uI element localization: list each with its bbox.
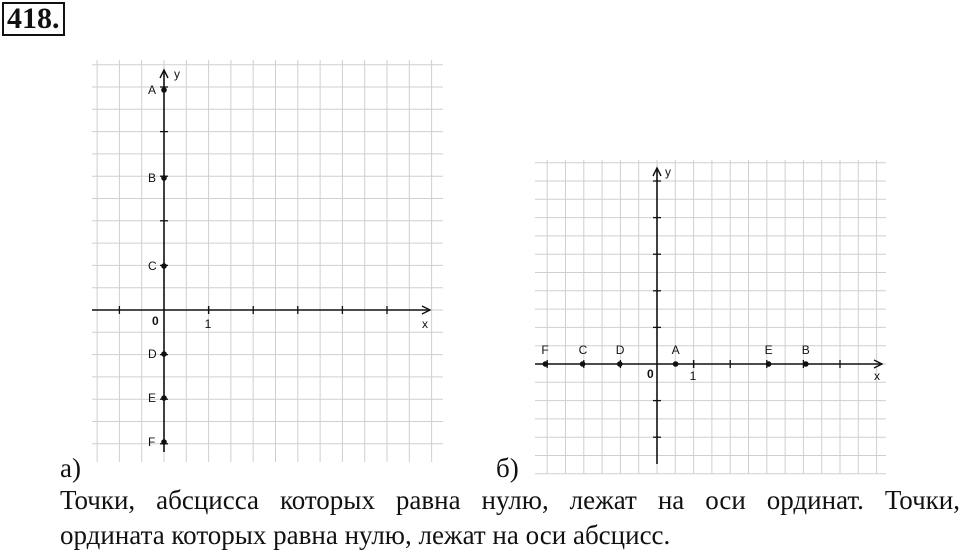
answer-line-1: Точки, абсцисса которых равна нулю, лежат на оси ординат. Точки, (60, 485, 960, 515)
x-axis-label: x (422, 317, 428, 331)
point-e-label: E (764, 343, 773, 357)
y-axis-label: y (665, 165, 671, 179)
point-a-label: A (671, 343, 680, 357)
point-f-label: F (541, 343, 549, 357)
point-d-label: D (615, 343, 625, 357)
x-axis-label: x (874, 369, 880, 383)
answer-text (60, 483, 960, 553)
unit-label: 1 (204, 317, 212, 331)
task-number: 418. (2, 2, 65, 36)
point-e-label: E (148, 391, 157, 405)
point-e-marker (161, 395, 167, 401)
grid-b (535, 160, 886, 474)
origin-label: 0 (647, 367, 654, 381)
point-c-label: C (578, 343, 588, 357)
point-e-marker (766, 361, 772, 367)
point-c-label: C (148, 259, 157, 273)
point-c-marker (580, 361, 586, 367)
panel-label-a: а) (60, 453, 81, 483)
point-d-label: D (148, 347, 157, 361)
point-b-label: B (801, 343, 810, 357)
point-a-label: A (148, 83, 157, 97)
point-f-marker (543, 361, 549, 367)
point-a-marker (673, 361, 679, 367)
point-b-marker (161, 175, 167, 181)
point-a-marker (161, 87, 167, 93)
point-c-marker (161, 263, 167, 269)
point-b-label: B (148, 171, 157, 185)
answer-line-2: ордината которых равна нулю, лежат на оси абсцисс. (60, 520, 671, 550)
unit-label: 1 (689, 369, 697, 383)
origin-label: 0 (152, 314, 159, 328)
point-d-marker (161, 351, 167, 357)
point-f-marker (161, 439, 167, 445)
grid-a (92, 60, 443, 462)
point-b-marker (803, 361, 809, 367)
panel-label-b: б) (496, 453, 519, 483)
y-axis-label: y (174, 67, 180, 81)
point-d-marker (617, 361, 623, 367)
point-f-label: F (148, 435, 156, 449)
